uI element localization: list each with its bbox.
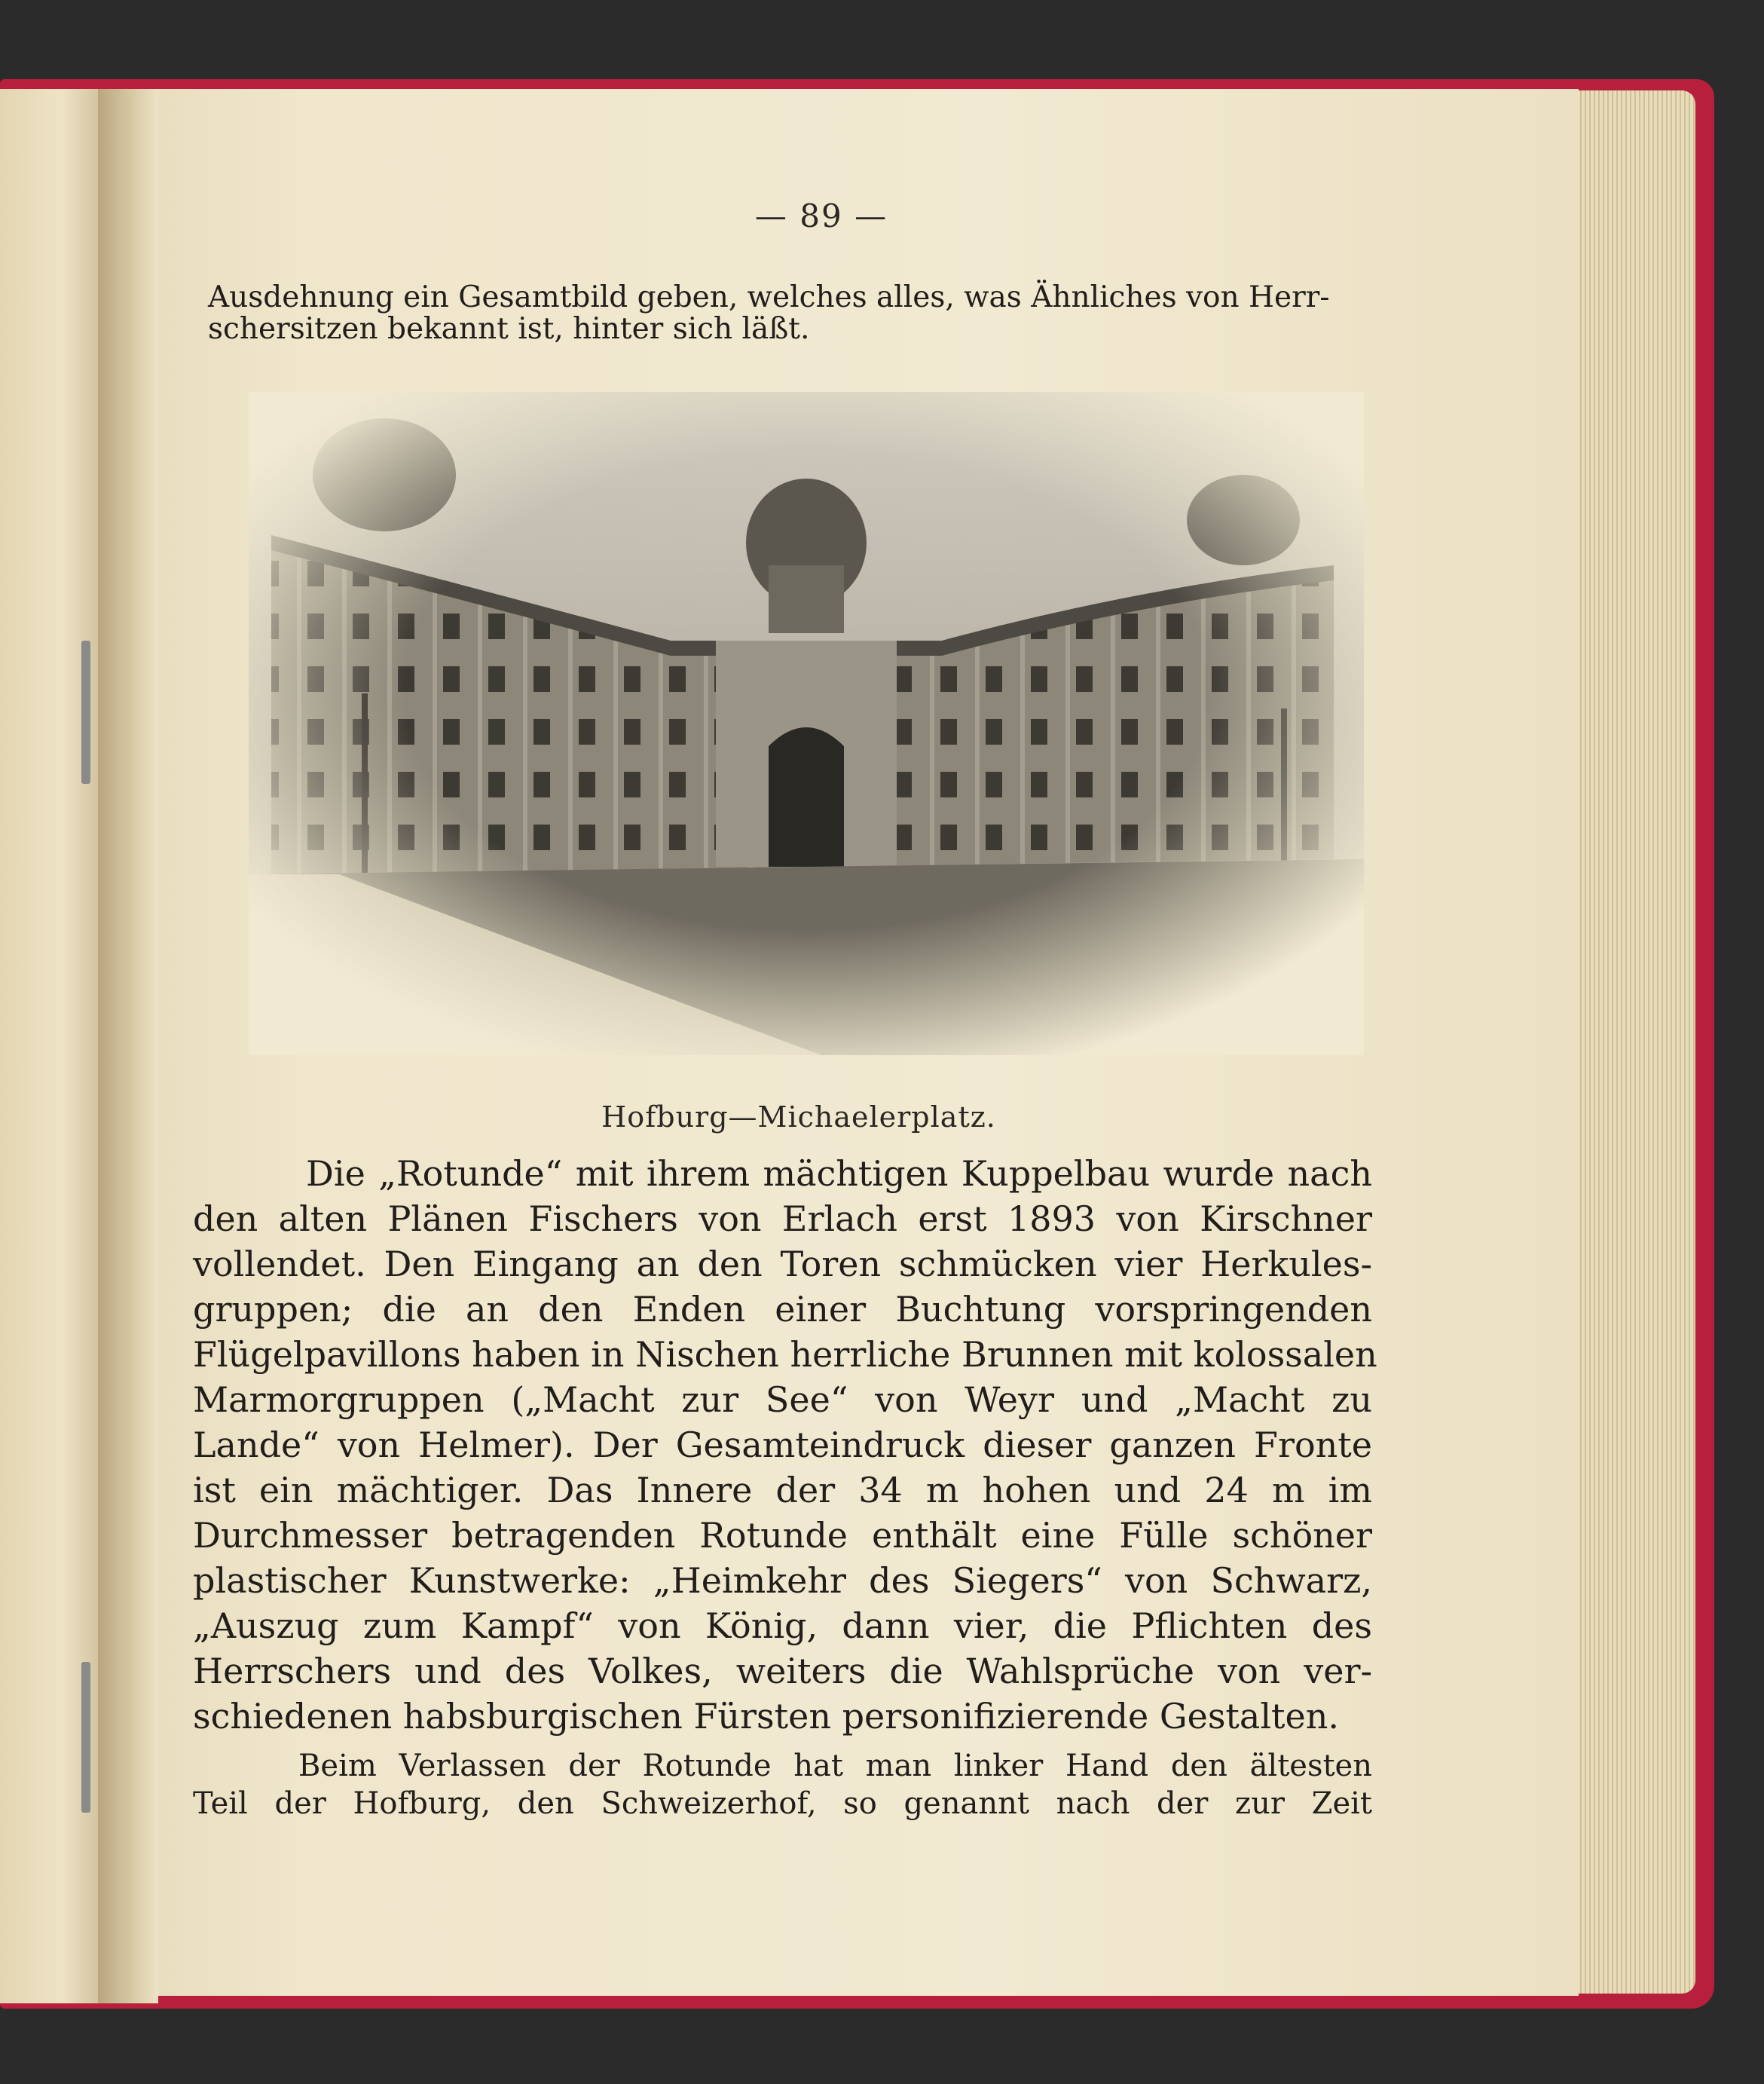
paragraph-line: Lande“ von Helmer). Der Gesamteindruck dieser ganzen Fronte xyxy=(193,1425,1372,1465)
page-edges xyxy=(1564,90,1695,1994)
paragraph-line: Beim Verlassen der Rotunde hat man linker Hand den ältesten xyxy=(298,1749,1372,1783)
paragraph-line: plastischer Kunstwerke: „Heimkehr des Siegers“ von Schwarz, xyxy=(193,1560,1372,1601)
paragraph-line: Herrschers und des Volkes, weiters die Wahlsprüche von ver- xyxy=(193,1651,1372,1691)
binding-clip xyxy=(81,1662,90,1813)
paragraph-line: ist ein mächtiger. Das Innere der 34 m hohen und 24 m im xyxy=(193,1470,1372,1510)
paragraph-line: Flügelpavillons haben in Nischen herrliche Brunnen mit kolossalen xyxy=(193,1334,1377,1375)
paragraph-line: Teil der Hofburg, den Schweizerhof, so genannt nach der zur Zeit xyxy=(193,1786,1372,1821)
paragraph-line: gruppen; die an den Enden einer Buchtung vorspringenden xyxy=(193,1289,1372,1330)
hofburg-photo xyxy=(249,392,1364,1055)
intro-line: Ausdehnung ein Gesamtbild geben, welches alles, was Ähnliches von Herr- xyxy=(208,280,1330,314)
intro-line: schersitzen bekannt ist, hinter sich läßt. xyxy=(208,312,810,346)
left-page xyxy=(0,89,113,2003)
figure-caption: Hofburg—Michaelerplatz. xyxy=(601,1100,996,1134)
binding-clip xyxy=(81,641,90,784)
paragraph-line: den alten Plänen Fischers von Erlach erst 1893 von Kirschner xyxy=(193,1198,1372,1239)
paragraph-line: „Auszug zum Kampf“ von König, dann vier, die Pflichten des xyxy=(193,1605,1372,1646)
paragraph-line: schiedenen habsburgischen Fürsten personifizierende Gestalten. xyxy=(193,1696,1340,1737)
paragraph-line: Die „Rotunde“ mit ihrem mächtigen Kuppelbau wurde nach xyxy=(306,1153,1372,1194)
page-number: — 89 — xyxy=(754,197,888,234)
paragraph-line: Durchmesser betragenden Rotunde enthält eine Fülle schöner xyxy=(193,1515,1372,1556)
paragraph-line: Marmorgruppen („Macht zur See“ von Weyr und „Macht zu xyxy=(193,1379,1372,1420)
paragraph-line: vollendet. Den Eingang an den Toren schmücken vier Herkules- xyxy=(193,1244,1372,1284)
book-gutter xyxy=(98,89,158,2003)
